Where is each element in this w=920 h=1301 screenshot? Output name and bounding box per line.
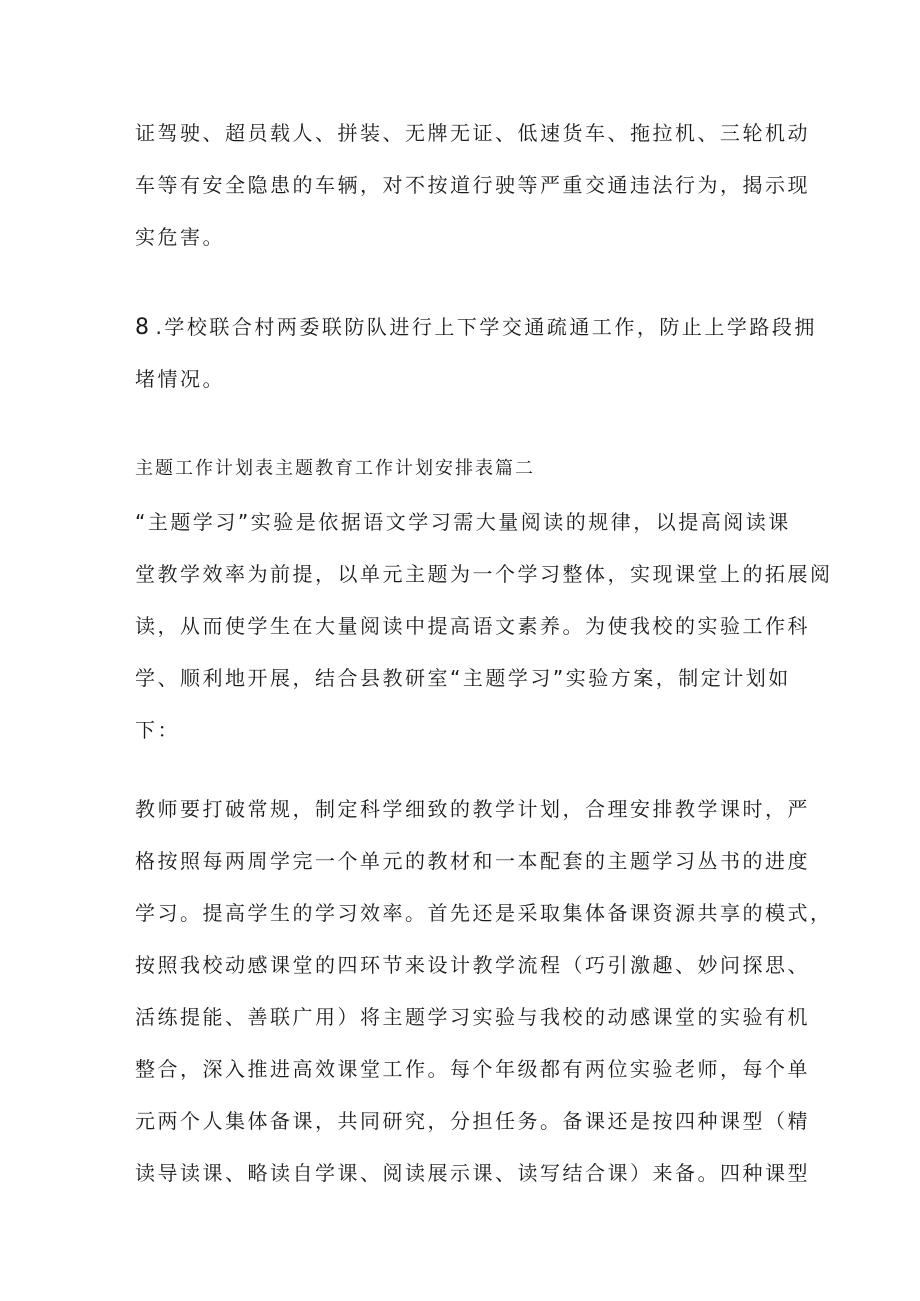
section-heading: 主题工作计划表主题教育工作计划安排表篇二 xyxy=(135,458,535,479)
item-8-number: 8 xyxy=(135,315,152,340)
paragraph-3-line-7: 元两个人集体备课，共同研究，分担任务。备课还是按四种课型（精 xyxy=(135,1109,810,1133)
paragraph-3-line-1: 教师要打破常规，制定科学细致的教学计划，合理安排教学课时，严 xyxy=(135,797,810,821)
item-8-text: .学校联合村两委联防队进行上下学交通疏通工作，防止上学路段拥 xyxy=(155,315,817,339)
paragraph-3-line-2: 格按照每两周学完一个单元的教材和一本配套的主题学习丛书的进度 xyxy=(135,849,810,873)
paragraph-2-line-4: 学、顺利地开展，结合县教研室“主题学习”实验方案，制定计划如 xyxy=(135,666,791,690)
paragraph-2-line-1: “主题学习”实验是依据语文学习需大量阅读的规律，以提高阅读课 xyxy=(135,510,791,534)
paragraph-2-line-3: 读，从而使学生在大量阅读中提高语文素养。为使我校的实验工作科 xyxy=(135,614,810,638)
paragraph-3-line-6: 整合，深入推进高效课堂工作。每个年级都有两位实验老师，每个单 xyxy=(135,1057,810,1081)
paragraph-2-line-2: 堂教学效率为前提，以单元主题为一个学习整体，实现课堂上的拓展阅 xyxy=(135,562,833,586)
paragraph-2-line-5: 下： xyxy=(135,718,180,742)
paragraph-3-line-5: 活练提能、善联广用）将主题学习实验与我校的动感课堂的实验有机 xyxy=(135,1005,810,1029)
paragraph-3-line-8: 读导读课、略读自学课、阅读展示课、读写结合课）来备。四种课型 xyxy=(135,1161,810,1185)
paragraph-3-line-4: 按照我校动感课堂的四环节来设计教学流程（巧引激趣、妙问探思、 xyxy=(135,953,810,977)
paragraph-1-line-1: 证驾驶、超员载人、拼装、无牌无证、低速货车、拖拉机、三轮机动 xyxy=(135,121,810,145)
item-8-line-1 xyxy=(135,313,817,342)
paragraph-1-line-3: 实危害。 xyxy=(135,225,225,249)
item-8-line-2: 堵情况。 xyxy=(135,367,225,391)
paragraph-3-line-3: 学习。提高学生的学习效率。首先还是采取集体备课资源共享的模式， xyxy=(135,901,833,925)
paragraph-1-line-2: 车等有安全隐患的车辆，对不按道行驶等严重交通违法行为，揭示现 xyxy=(135,173,810,197)
